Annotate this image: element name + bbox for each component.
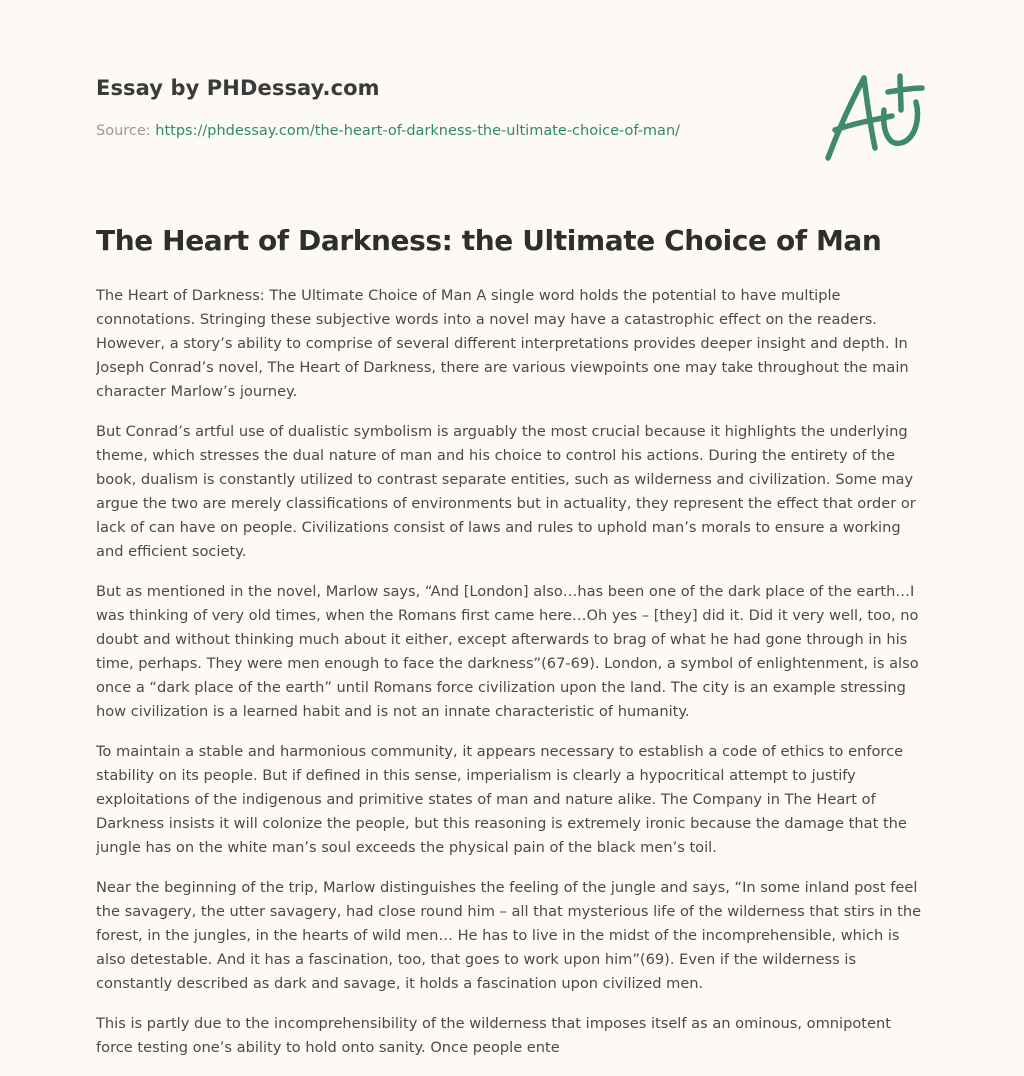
source-label: Source: (96, 123, 151, 139)
site-title: Essay by PHDessay.com (96, 76, 380, 100)
essay-paragraph: The Heart of Darkness: The Ultimate Choice of Man A single word holds the potential to have multiple connotations. Stringing these subjective words into a novel may have a catastrophic effect on the readers. However, a story’s ability to comprise of several different interpretations provides deeper insight and depth. In Joseph Conrad’s novel, The Heart of Darkness, there are various viewpoints one may take throughout the main character Marlow’s journey. (96, 287, 909, 400)
source-line (96, 123, 680, 139)
essay-paragraph: But Conrad’s artful use of dualistic symbolism is arguably the most crucial because it highlights the underlying theme, which stresses the dual nature of man and his choice to control his actions. During the entirety of the book, dualism is constantly utilized to contrast separate entities, such as wilderness and civilization. Some may argue the two are merely classifications of environments but in actuality, they represent the effect that order or lack of can have on people. Civilizations consist of laws and rules to uphold man’s morals to ensure a working and efficient society. (96, 423, 916, 560)
essay-body (96, 284, 928, 1064)
source-link[interactable]: https://phdessay.com/the-heart-of-darkness-the-ultimate-choice-of-man/ (155, 123, 681, 139)
essay-title: The Heart of Darkness: the Ultimate Choice of Man (96, 224, 882, 257)
essay-paragraph: Near the beginning of the trip, Marlow distinguishes the feeling of the jungle and says, “In some inland post feel the savagery, the utter savagery, had close round him – all that mysterious life of the wilderness that stirs in the forest, in the jungles, in the hearts of wild men… He has to live in the midst of the incomprehensible, which is also detestable. And it has a fascination, too, that goes to work upon him”(69). Even if the wilderness is constantly described as dark and savage, it holds a fascination upon civilized men. (96, 879, 922, 992)
essay-paragraph: To maintain a stable and harmonious community, it appears necessary to establish a code of ethics to enforce stability on its people. But if defined in this sense, imperialism is clearly a hypocritical attempt to justify exploitations of the indigenous and primitive states of man and nature alike. The Company in The Heart of Darkness insists it will colonize the people, but this reasoning is extremely ironic because the damage that the jungle has on the white man’s soul exceeds the physical pain of the black men’s toil. (96, 743, 907, 856)
essay-paragraph: This is partly due to the incomprehensibility of the wilderness that imposes itself as an ominous, omnipotent force testing one’s ability to hold onto sanity. Once people ente (96, 1015, 891, 1056)
a-plus-logo-icon (818, 64, 928, 168)
essay-paragraph: But as mentioned in the novel, Marlow says, “And [London] also…has been one of the dark place of the earth…I was thinking of very old times, when the Romans first came here…Oh yes – [they] did it. Did it very well, too, no doubt and without thinking much about it either, except afterwards to brag of what he had gone through in his time, perhaps. They were men enough to face the darkness”(67-69). London, a symbol of enlightenment, is also once a “dark place of the earth” until Romans force civilization upon the land. The city is an example stressing how civilization is a learned habit and is not an innate characteristic of humanity. (96, 583, 919, 720)
